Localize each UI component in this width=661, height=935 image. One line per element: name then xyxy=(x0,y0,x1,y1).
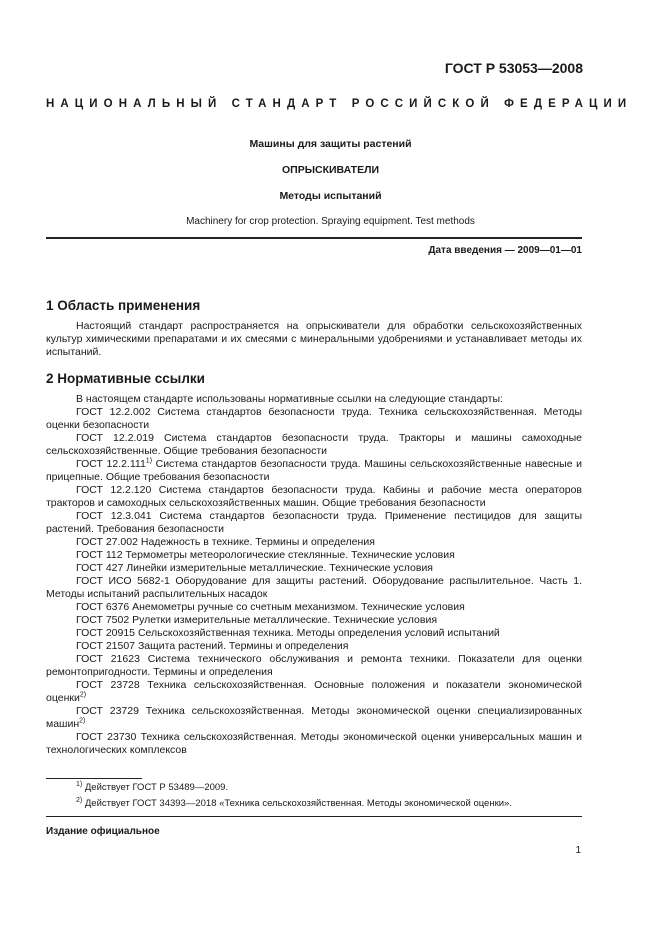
title-main: ОПРЫСКИВАТЕЛИ xyxy=(282,164,379,176)
footer-divider xyxy=(46,816,582,817)
page-number: 1 xyxy=(575,845,581,856)
footnote-2 xyxy=(76,796,576,812)
footnote-1-mark: 1) xyxy=(76,780,83,788)
reference-item: ГОСТ 12.2.019 Система стандартов безопасности труда. Тракторы и машины самоходные сельскохозяйственные. Общие требования безопасности xyxy=(46,432,582,457)
official-edition-label: Издание официальное xyxy=(46,826,160,837)
reference-item: ГОСТ 23730 Техника сельскохозяйственная. Методы экономической оценки универсальных машин и технологических комплексов xyxy=(46,731,582,756)
title-category: Машины для защиты растений xyxy=(249,138,412,150)
effective-date: Дата введения — 2009—01—01 xyxy=(428,245,582,256)
reference-item: ГОСТ 7502 Рулетки измерительные металлические. Технические условия xyxy=(76,614,438,626)
reference-item xyxy=(46,679,582,705)
reference-item: ГОСТ 21507 Защита растений. Термины и определения xyxy=(76,640,349,652)
reference-item: ГОСТ ИСО 5682-1 Оборудование для защиты растений. Оборудование распылительное. Часть 1. Методы испытаний распылительных насадок xyxy=(46,575,582,600)
reference-title: Система стандартов безопасности труда. Машины сельскохозяйственные навесные и прицепные. Общие требования безопасности xyxy=(46,458,582,483)
title-subtitle: Методы испытаний xyxy=(279,190,382,202)
section-2-intro: В настоящем стандарте использованы нормативные ссылки на следующие стандарты: xyxy=(76,393,503,405)
footnote-marker: 2) xyxy=(79,717,86,725)
footnote-2-mark: 2) xyxy=(76,796,83,804)
footnote-1 xyxy=(76,780,576,796)
reference-item: ГОСТ 20915 Сельскохозяйственная техника. Методы определения условий испытаний xyxy=(76,627,500,639)
footnote-marker: 2) xyxy=(79,691,87,699)
footnote-2-text: Действует ГОСТ 34393—2018 «Техника сельскохозяйственная. Методы экономической оценки». xyxy=(84,798,512,809)
document-body xyxy=(46,298,582,757)
footnote-marker: 1) xyxy=(145,457,153,465)
reference-item xyxy=(46,705,582,731)
footnote-divider xyxy=(46,778,142,779)
reference-item: ГОСТ 21623 Система технического обслуживания и ремонта техники. Показатели для оценки ремонтопригодности. Термины и определения xyxy=(46,653,582,678)
reference-item xyxy=(46,458,582,484)
national-standard-banner: НАЦИОНАЛЬНЫЙ СТАНДАРТ РОССИЙСКОЙ ФЕДЕРАЦИИ xyxy=(46,98,633,110)
reference-item: ГОСТ 427 Линейки измерительные металлические. Технические условия xyxy=(76,562,433,574)
reference-item: ГОСТ 112 Термометры метеорологические стеклянные. Технические условия xyxy=(76,549,455,561)
title-divider xyxy=(46,237,582,239)
title-english: Machinery for crop protection. Spraying equipment. Test methods xyxy=(186,216,475,227)
reference-item: ГОСТ 12.3.041 Система стандартов безопасности труда. Применение пестицидов для защиты растений. Требования безопасности xyxy=(46,510,582,535)
document-code: ГОСТ Р 53053—2008 xyxy=(444,60,583,76)
reference-item: ГОСТ 12.2.120 Система стандартов безопасности труда. Кабины и рабочие места операторов тракторов и самоходных сельскохозяйственных машин. Общие требования безопасности xyxy=(46,484,582,509)
reference-code: ГОСТ 12.2.111 xyxy=(76,458,146,470)
reference-text: ГОСТ 23729 Техника сельскохозяйственная. Методы экономической оценки специализированных машин xyxy=(46,705,582,730)
reference-text: ГОСТ 23728 Техника сельскохозяйственная. Основные положения и показатели экономической оценки xyxy=(46,679,582,704)
footnote-1-text: Действует ГОСТ Р 53489—2009. xyxy=(84,782,229,793)
section-1-text: Настоящий стандарт распространяется на опрыскиватели для обработки сельскохозяйственных культур химическими препаратами и их смесями с минеральными удобрениями и устанавливает методы их испытаний. xyxy=(46,320,582,358)
reference-item: ГОСТ 27.002 Надежность в технике. Термины и определения xyxy=(76,536,375,548)
footnotes xyxy=(76,780,576,812)
section-1-heading: 1 Область применения xyxy=(46,298,201,313)
section-2-heading: 2 Нормативные ссылки xyxy=(46,371,205,386)
reference-item: ГОСТ 6376 Анемометры ручные со счетным механизмом. Технические условия xyxy=(76,601,465,613)
reference-item: ГОСТ 12.2.002 Система стандартов безопасности труда. Техника сельскохозяйственная. Методы оценки безопасности xyxy=(46,406,582,431)
